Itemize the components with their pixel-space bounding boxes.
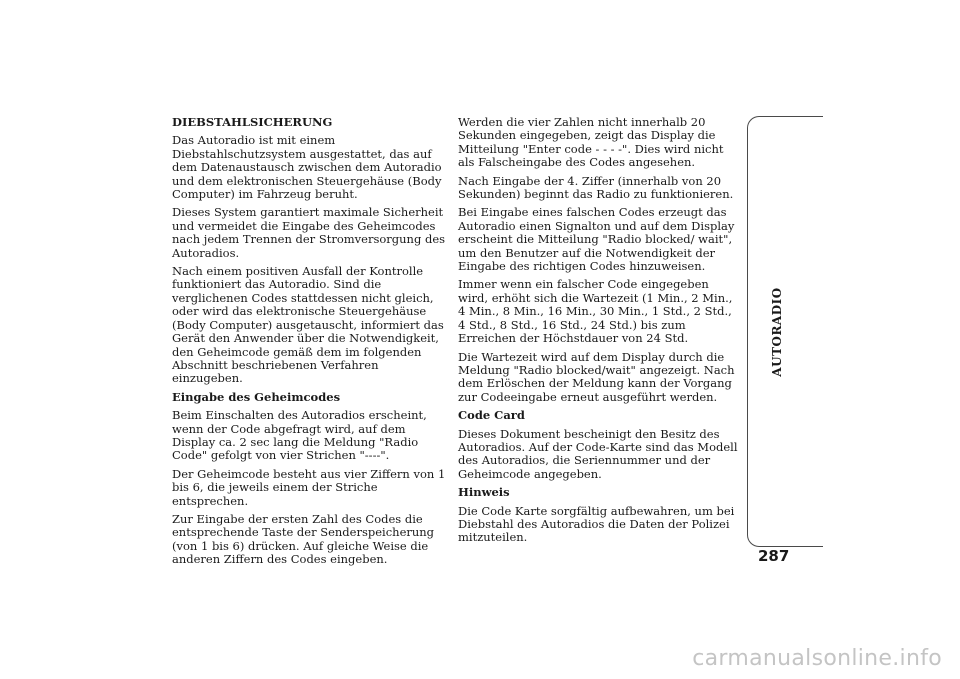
page-number: 287 xyxy=(758,547,790,565)
paragraph: Das Autoradio ist mit einem Diebstahlschutzsystem ausgestattet, das auf dem Datenaustausch zwischen dem Autoradio und dem elektronischen Steuergehäuse (Body Computer) im Fahrzeug beruht. xyxy=(172,133,442,202)
paragraph: Die Wartezeit wird auf dem Display durch die Meldung "Radio blocked/wait" angezeigt. Nach dem Erlöschen der Meldung kann der Vorgang zur Codeeingabe erneut ausgeführt werden. xyxy=(458,349,735,404)
subheading-code-card: Code Card xyxy=(458,408,525,423)
paragraph: Zur Eingabe der ersten Zahl des Codes die entsprechende Taste der Senderspeicherung (von 1 bis 6) drücken. Auf gleiche Weise die anderen Ziffern des Codes eingeben. xyxy=(172,511,435,567)
paragraph: Nach einem positiven Ausfall der Kontrolle funktioniert das Autoradio. Sind die verglichenen Codes stattdessen nicht gleich, oder wird das elektronische Steuergehäuse (Body Computer) ausgetauscht, informiert das Gerät den Anwender über die Notwendigkeit, den Geheimcode gemäß dem im folgenden Abschnitt beschriebenen Verfahren einzugeben. xyxy=(172,264,444,386)
subheading-code-entry: Eingabe des Geheimcodes xyxy=(172,389,341,404)
right-column xyxy=(458,116,738,550)
section-heading: DIEBSTAHLSICHERUNG xyxy=(172,115,333,129)
paragraph: Dieses System garantiert maximale Sicherheit und vermeidet die Eingabe des Geheimcodes nach jedem Trennen der Stromversorgung des Autoradios. xyxy=(172,205,446,260)
paragraph: Immer wenn ein falscher Code eingegeben wird, erhöht sich die Wartezeit (1 Min., 2 Min., 4 Min., 8 Min., 16 Min., 30 Min., 1 Std., 2 Std., 4 Std., 8 Std., 16 Std., 24 Std.) bis zum Erreichen der Höchstdauer von 24 Std. xyxy=(458,277,733,346)
left-column xyxy=(172,116,452,572)
watermark: carmanualsonline.info xyxy=(692,646,942,671)
paragraph: Die Code Karte sorgfältig aufbewahren, um bei Diebstahl des Autoradios die Daten der Polizei mitzuteilen. xyxy=(458,503,735,545)
subheading-hinweis: Hinweis xyxy=(458,485,510,500)
paragraph: Werden die vier Zahlen nicht innerhalb 20 Sekunden eingegeben, zeigt das Display die Mitteilung "Enter code - - - -". Dies wird nicht als Falscheingabe des Codes angesehen. xyxy=(458,115,724,170)
section-tab-frame xyxy=(747,116,823,547)
paragraph: Der Geheimcode besteht aus vier Ziffern von 1 bis 6, die jeweils einem der Striche entsprechen. xyxy=(172,466,446,508)
section-label: AUTORADIO xyxy=(770,287,784,377)
paragraph: Beim Einschalten des Autoradios erscheint, wenn der Code abgefragt wird, auf dem Display ca. 2 sec lang die Meldung "Radio Code" gefolgt von vier Strichen "----". xyxy=(172,408,427,463)
paragraph: Dieses Dokument bescheinigt den Besitz des Autoradios. Auf der Code-Karte sind das Modell des Autoradios, die Seriennummer und der Geheimcode angegeben. xyxy=(458,426,738,481)
paragraph: Nach Eingabe der 4. Ziffer (innerhalb von 20 Sekunden) beginnt das Radio zu funktionieren. xyxy=(458,173,734,202)
paragraph: Bei Eingabe eines falschen Codes erzeugt das Autoradio einen Signalton und auf dem Display erscheint die Mitteilung "Radio blocked/ wait", um den Benutzer auf die Notwendigkeit der Eingabe des richtigen Codes hinzuweisen. xyxy=(458,205,735,274)
